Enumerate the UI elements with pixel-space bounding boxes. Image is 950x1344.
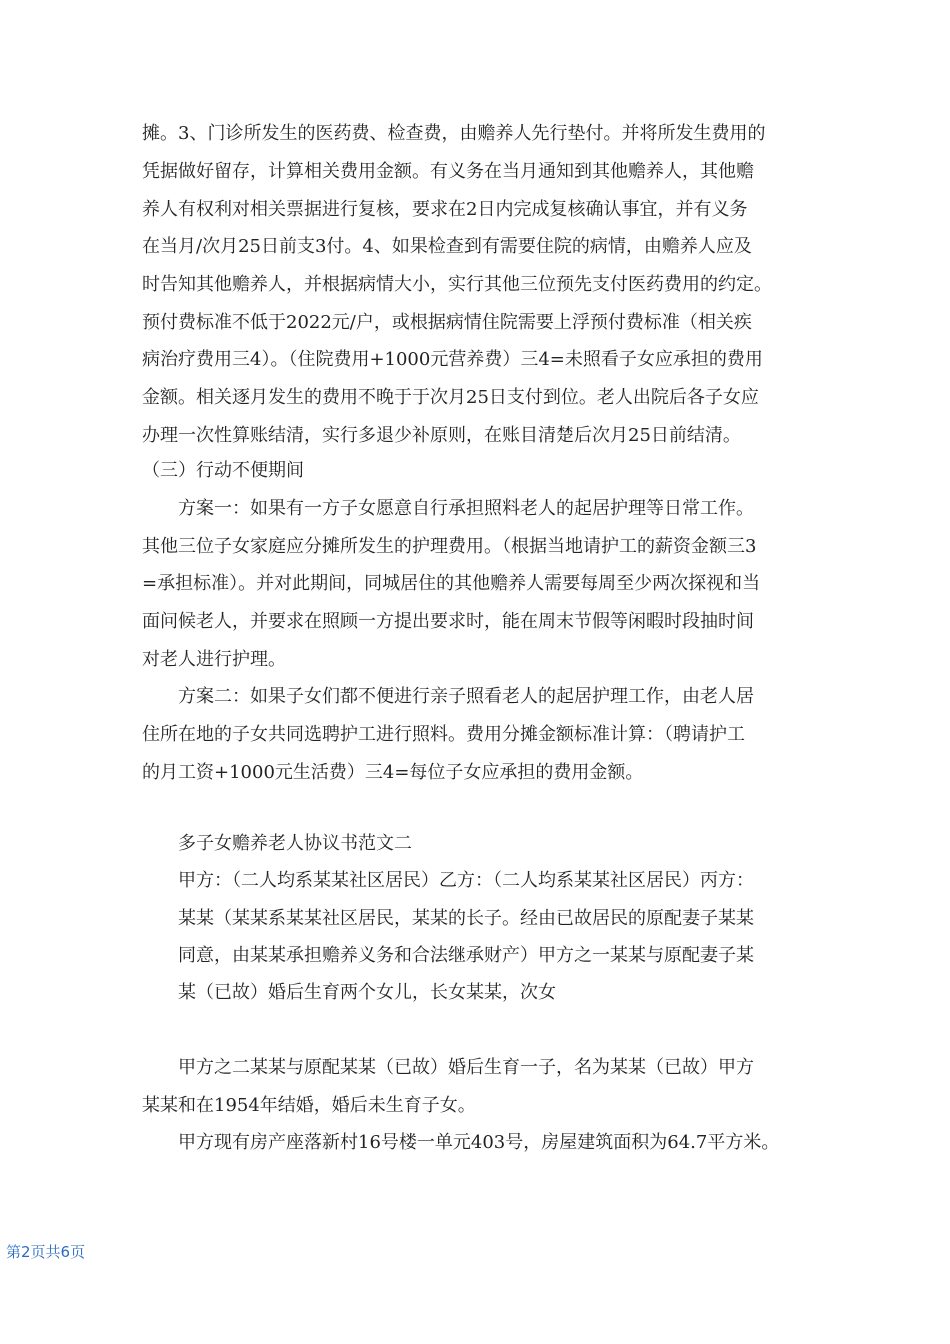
body-text-line: 养人有权利对相关票据进行复核，要求在2日内完成复核确认事宜，并有义务 [142, 199, 748, 220]
body-text-line: 甲方现有房产座落新村16号楼一单元403号，房屋建筑面积为64.7平方米。 [178, 1132, 780, 1153]
body-text-line: 方案二：如果子女们都不便进行亲子照看老人的起居护理工作，由老人居 [178, 686, 754, 707]
body-text-line: 办理一次性算账结清，实行多退少补原则，在账目清楚后次月25日前结清。 [142, 425, 741, 446]
body-text-line: 时告知其他赡养人，并根据病情大小，实行其他三位预先支付医药费用的约定。 [142, 274, 772, 295]
body-text-line: 甲方之二某某与原配某某（已故）婚后生育一子，名为某某（已故）甲方 [178, 1057, 754, 1078]
body-text-line: 金额。相关逐月发生的费用不晚于于次月25日支付到位。老人出院后各子女应 [142, 387, 759, 408]
body-text-line: 方案一：如果有一方子女愿意自行承担照料老人的起居护理等日常工作。 [178, 498, 754, 519]
body-text-line: 某某（某某系某某社区居民，某某的长子。经由已故居民的原配妻子某某 [178, 908, 754, 929]
body-text-line: 在当月/次月25日前支3付。4、如果检查到有需要住院的病情，由赡养人应及 [142, 236, 752, 257]
document-title: 多子女赡养老人协议书范文二 [178, 833, 412, 854]
body-text-line: 同意，由某某承担赡养义务和合法继承财产）甲方之一某某与原配妻子某 [178, 945, 754, 966]
body-text-line: 某（已故）婚后生育两个女儿，长女某某，次女 [178, 982, 556, 1003]
body-text-line: 甲方：（二人均系某某社区居民）乙方：（二人均系某某社区居民）丙方： [178, 870, 754, 891]
body-text-line: 对老人进行护理。 [142, 649, 286, 670]
body-text-line: 的月工资+1000元生活费）三4=每位子女应承担的费用金额。 [142, 762, 644, 783]
body-text-line: 预付费标准不低于2022元/户，或根据病情住院需要上浮预付费标准（相关疾 [142, 312, 752, 333]
body-text-line: 摊。3、门诊所发生的医药费、检查费，由赡养人先行垫付。并将所发生费用的 [142, 123, 766, 144]
body-text-line: =承担标准）。并对此期间，同城居住的其他赡养人需要每周至少两次探视和当 [142, 573, 761, 594]
body-text-line: 凭据做好留存，计算相关费用金额。有义务在当月通知到其他赡养人，其他赡 [142, 161, 754, 182]
body-text-line: 病治疗费用三4）。（住院费用+1000元营养费）三4=未照看子女应承担的费用 [142, 349, 763, 370]
body-text-line: 其他三位子女家庭应分摊所发生的护理费用。（根据当地请护工的薪资金额三3 [142, 536, 757, 557]
body-text-line: 面问候老人，并要求在照顾一方提出要求时，能在周末节假等闲暇时段抽时间 [142, 611, 754, 632]
page-number-footer: 第2页共6页 [6, 1243, 86, 1261]
body-text-line: 某某和在1954年结婚，婚后未生育子女。 [142, 1095, 476, 1116]
section-heading: （三）行动不便期间 [142, 460, 304, 481]
body-text-line: 住所在地的子女共同选聘护工进行照料。费用分摊金额标准计算：（聘请护工 [142, 724, 745, 745]
